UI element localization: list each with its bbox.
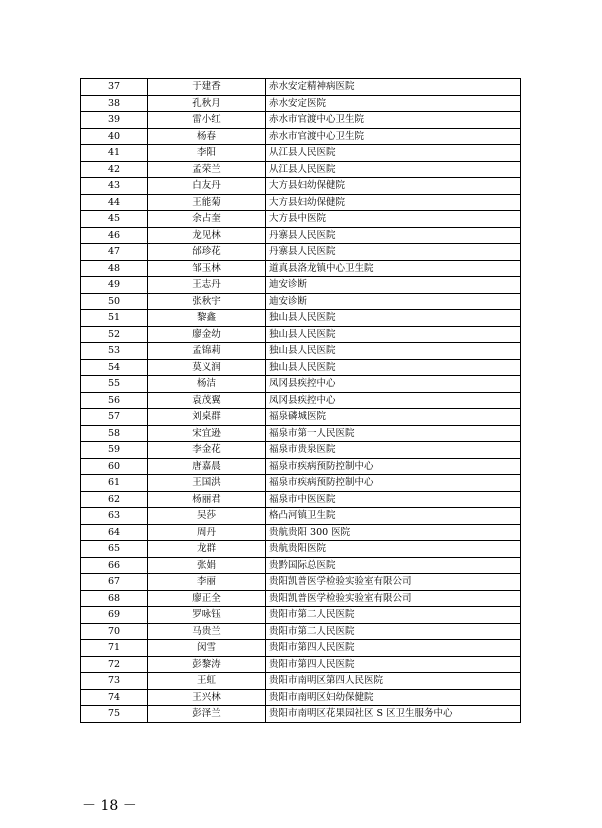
table-row bbox=[81, 425, 521, 442]
row-number: 62 bbox=[81, 491, 148, 508]
organization-name: 独山县人民医院 bbox=[266, 343, 521, 360]
person-name: 彭泽兰 bbox=[148, 706, 266, 723]
organization-name: 迪安诊断 bbox=[266, 277, 521, 294]
table-row bbox=[81, 623, 521, 640]
row-number: 49 bbox=[81, 277, 148, 294]
organization-name: 格凸河镇卫生院 bbox=[266, 508, 521, 525]
row-number: 73 bbox=[81, 673, 148, 690]
person-name: 于建香 bbox=[148, 79, 266, 96]
person-name: 邹玉林 bbox=[148, 260, 266, 277]
person-name: 唐嘉晨 bbox=[148, 458, 266, 475]
person-name: 杨春 bbox=[148, 128, 266, 145]
table-row bbox=[81, 689, 521, 706]
row-number: 47 bbox=[81, 244, 148, 261]
table-row bbox=[81, 293, 521, 310]
row-number: 71 bbox=[81, 640, 148, 657]
organization-name: 独山县人民医院 bbox=[266, 359, 521, 376]
row-number: 58 bbox=[81, 425, 148, 442]
person-name: 王国洪 bbox=[148, 475, 266, 492]
organization-name: 贵阳市南明区第四人民医院 bbox=[266, 673, 521, 690]
row-number: 44 bbox=[81, 194, 148, 211]
row-number: 52 bbox=[81, 326, 148, 343]
table-row bbox=[81, 442, 521, 459]
person-name: 张秋宇 bbox=[148, 293, 266, 310]
organization-name: 丹寨县人民医院 bbox=[266, 227, 521, 244]
person-name: 闵雪 bbox=[148, 640, 266, 657]
table-row bbox=[81, 95, 521, 112]
organization-name: 贵阳市南明区花果园社区 S 区卫生服务中心 bbox=[266, 706, 521, 723]
row-number: 56 bbox=[81, 392, 148, 409]
table-row bbox=[81, 145, 521, 162]
person-name: 孟锦莉 bbox=[148, 343, 266, 360]
person-name: 孔秋月 bbox=[148, 95, 266, 112]
row-number: 75 bbox=[81, 706, 148, 723]
person-name: 张娟 bbox=[148, 557, 266, 574]
table-row bbox=[81, 178, 521, 195]
organization-name: 贵航贵阳 300 医院 bbox=[266, 524, 521, 541]
row-number: 54 bbox=[81, 359, 148, 376]
row-number: 66 bbox=[81, 557, 148, 574]
row-number: 60 bbox=[81, 458, 148, 475]
organization-name: 赤水安定医院 bbox=[266, 95, 521, 112]
person-name: 杨丽君 bbox=[148, 491, 266, 508]
organization-name: 福泉市第一人民医院 bbox=[266, 425, 521, 442]
person-name: 余占奎 bbox=[148, 211, 266, 228]
row-number: 64 bbox=[81, 524, 148, 541]
organization-name: 贵阳凯普医学检验实验室有限公司 bbox=[266, 574, 521, 591]
organization-name: 福泉市疾病预防控制中心 bbox=[266, 475, 521, 492]
table-row bbox=[81, 79, 521, 96]
row-number: 40 bbox=[81, 128, 148, 145]
organization-name: 大方县妇幼保健院 bbox=[266, 194, 521, 211]
organization-name: 赤水市官渡中心卫生院 bbox=[266, 112, 521, 129]
organization-name: 迪安诊断 bbox=[266, 293, 521, 310]
row-number: 53 bbox=[81, 343, 148, 360]
table-row bbox=[81, 244, 521, 261]
table-row bbox=[81, 409, 521, 426]
organization-name: 赤水市官渡中心卫生院 bbox=[266, 128, 521, 145]
organization-name: 贵阳市第二人民医院 bbox=[266, 623, 521, 640]
row-number: 65 bbox=[81, 541, 148, 558]
table-row bbox=[81, 491, 521, 508]
table-row bbox=[81, 458, 521, 475]
organization-name: 贵阳市第四人民医院 bbox=[266, 656, 521, 673]
row-number: 74 bbox=[81, 689, 148, 706]
row-number: 68 bbox=[81, 590, 148, 607]
organization-name: 贵阳市第四人民医院 bbox=[266, 640, 521, 657]
table-row bbox=[81, 475, 521, 492]
roster-body bbox=[81, 79, 521, 723]
person-name: 廖正全 bbox=[148, 590, 266, 607]
person-name: 李阳 bbox=[148, 145, 266, 162]
row-number: 72 bbox=[81, 656, 148, 673]
table-row bbox=[81, 326, 521, 343]
row-number: 59 bbox=[81, 442, 148, 459]
person-name: 王能菊 bbox=[148, 194, 266, 211]
table-row bbox=[81, 590, 521, 607]
organization-name: 福泉磷城医院 bbox=[266, 409, 521, 426]
person-name: 雷小红 bbox=[148, 112, 266, 129]
roster-table bbox=[80, 78, 521, 723]
person-name: 廖金幼 bbox=[148, 326, 266, 343]
person-name: 王虹 bbox=[148, 673, 266, 690]
organization-name: 大方县妇幼保健院 bbox=[266, 178, 521, 195]
person-name: 邰珍花 bbox=[148, 244, 266, 261]
row-number: 63 bbox=[81, 508, 148, 525]
row-number: 48 bbox=[81, 260, 148, 277]
table-row bbox=[81, 161, 521, 178]
row-number: 51 bbox=[81, 310, 148, 327]
row-number: 39 bbox=[81, 112, 148, 129]
row-number: 45 bbox=[81, 211, 148, 228]
organization-name: 福泉市贵泉医院 bbox=[266, 442, 521, 459]
row-number: 42 bbox=[81, 161, 148, 178]
table-row bbox=[81, 194, 521, 211]
row-number: 38 bbox=[81, 95, 148, 112]
person-name: 袁茂翼 bbox=[148, 392, 266, 409]
organization-name: 福泉市中医医院 bbox=[266, 491, 521, 508]
table-row bbox=[81, 607, 521, 624]
row-number: 69 bbox=[81, 607, 148, 624]
person-name: 王兴林 bbox=[148, 689, 266, 706]
organization-name: 从江县人民医院 bbox=[266, 145, 521, 162]
person-name: 刘桌群 bbox=[148, 409, 266, 426]
table-row bbox=[81, 376, 521, 393]
organization-name: 凤冈县疾控中心 bbox=[266, 392, 521, 409]
table-row bbox=[81, 260, 521, 277]
person-name: 黎鑫 bbox=[148, 310, 266, 327]
person-name: 莫义润 bbox=[148, 359, 266, 376]
organization-name: 贵阳市第二人民医院 bbox=[266, 607, 521, 624]
person-name: 李金花 bbox=[148, 442, 266, 459]
table-row bbox=[81, 673, 521, 690]
row-number: 67 bbox=[81, 574, 148, 591]
row-number: 61 bbox=[81, 475, 148, 492]
organization-name: 独山县人民医院 bbox=[266, 326, 521, 343]
person-name: 彭黎涛 bbox=[148, 656, 266, 673]
table-row bbox=[81, 541, 521, 558]
person-name: 白友丹 bbox=[148, 178, 266, 195]
organization-name: 赤水安定精神病医院 bbox=[266, 79, 521, 96]
organization-name: 贵阳市南明区妇幼保健院 bbox=[266, 689, 521, 706]
row-number: 46 bbox=[81, 227, 148, 244]
organization-name: 凤冈县疾控中心 bbox=[266, 376, 521, 393]
person-name: 龙群 bbox=[148, 541, 266, 558]
table-row bbox=[81, 706, 521, 723]
organization-name: 贵航贵阳医院 bbox=[266, 541, 521, 558]
table-row bbox=[81, 112, 521, 129]
table-row bbox=[81, 557, 521, 574]
organization-name: 贵阳凯普医学检验实验室有限公司 bbox=[266, 590, 521, 607]
table-row bbox=[81, 359, 521, 376]
person-name: 宋宜逊 bbox=[148, 425, 266, 442]
person-name: 龙见林 bbox=[148, 227, 266, 244]
table-row bbox=[81, 128, 521, 145]
organization-name: 独山县人民医院 bbox=[266, 310, 521, 327]
table-row bbox=[81, 574, 521, 591]
row-number: 70 bbox=[81, 623, 148, 640]
organization-name: 大方县中医院 bbox=[266, 211, 521, 228]
organization-name: 福泉市疾病预防控制中心 bbox=[266, 458, 521, 475]
person-name: 罗咏钰 bbox=[148, 607, 266, 624]
row-number: 43 bbox=[81, 178, 148, 195]
table-row bbox=[81, 656, 521, 673]
organization-name: 道真县洛龙镇中心卫生院 bbox=[266, 260, 521, 277]
person-name: 周丹 bbox=[148, 524, 266, 541]
table-row bbox=[81, 277, 521, 294]
organization-name: 从江县人民医院 bbox=[266, 161, 521, 178]
row-number: 37 bbox=[81, 79, 148, 96]
table-row bbox=[81, 508, 521, 525]
person-name: 孟荣兰 bbox=[148, 161, 266, 178]
table-row bbox=[81, 640, 521, 657]
person-name: 吴莎 bbox=[148, 508, 266, 525]
table-row bbox=[81, 310, 521, 327]
page-number: － 18 － bbox=[82, 798, 137, 814]
table-row bbox=[81, 227, 521, 244]
row-number: 57 bbox=[81, 409, 148, 426]
person-name: 李丽 bbox=[148, 574, 266, 591]
table-row bbox=[81, 392, 521, 409]
table-row bbox=[81, 211, 521, 228]
organization-name: 贵黔国际总医院 bbox=[266, 557, 521, 574]
row-number: 41 bbox=[81, 145, 148, 162]
row-number: 55 bbox=[81, 376, 148, 393]
table-row bbox=[81, 524, 521, 541]
organization-name: 丹寨县人民医院 bbox=[266, 244, 521, 261]
person-name: 马贵兰 bbox=[148, 623, 266, 640]
person-name: 王志丹 bbox=[148, 277, 266, 294]
table-row bbox=[81, 343, 521, 360]
row-number: 50 bbox=[81, 293, 148, 310]
person-name: 杨洁 bbox=[148, 376, 266, 393]
